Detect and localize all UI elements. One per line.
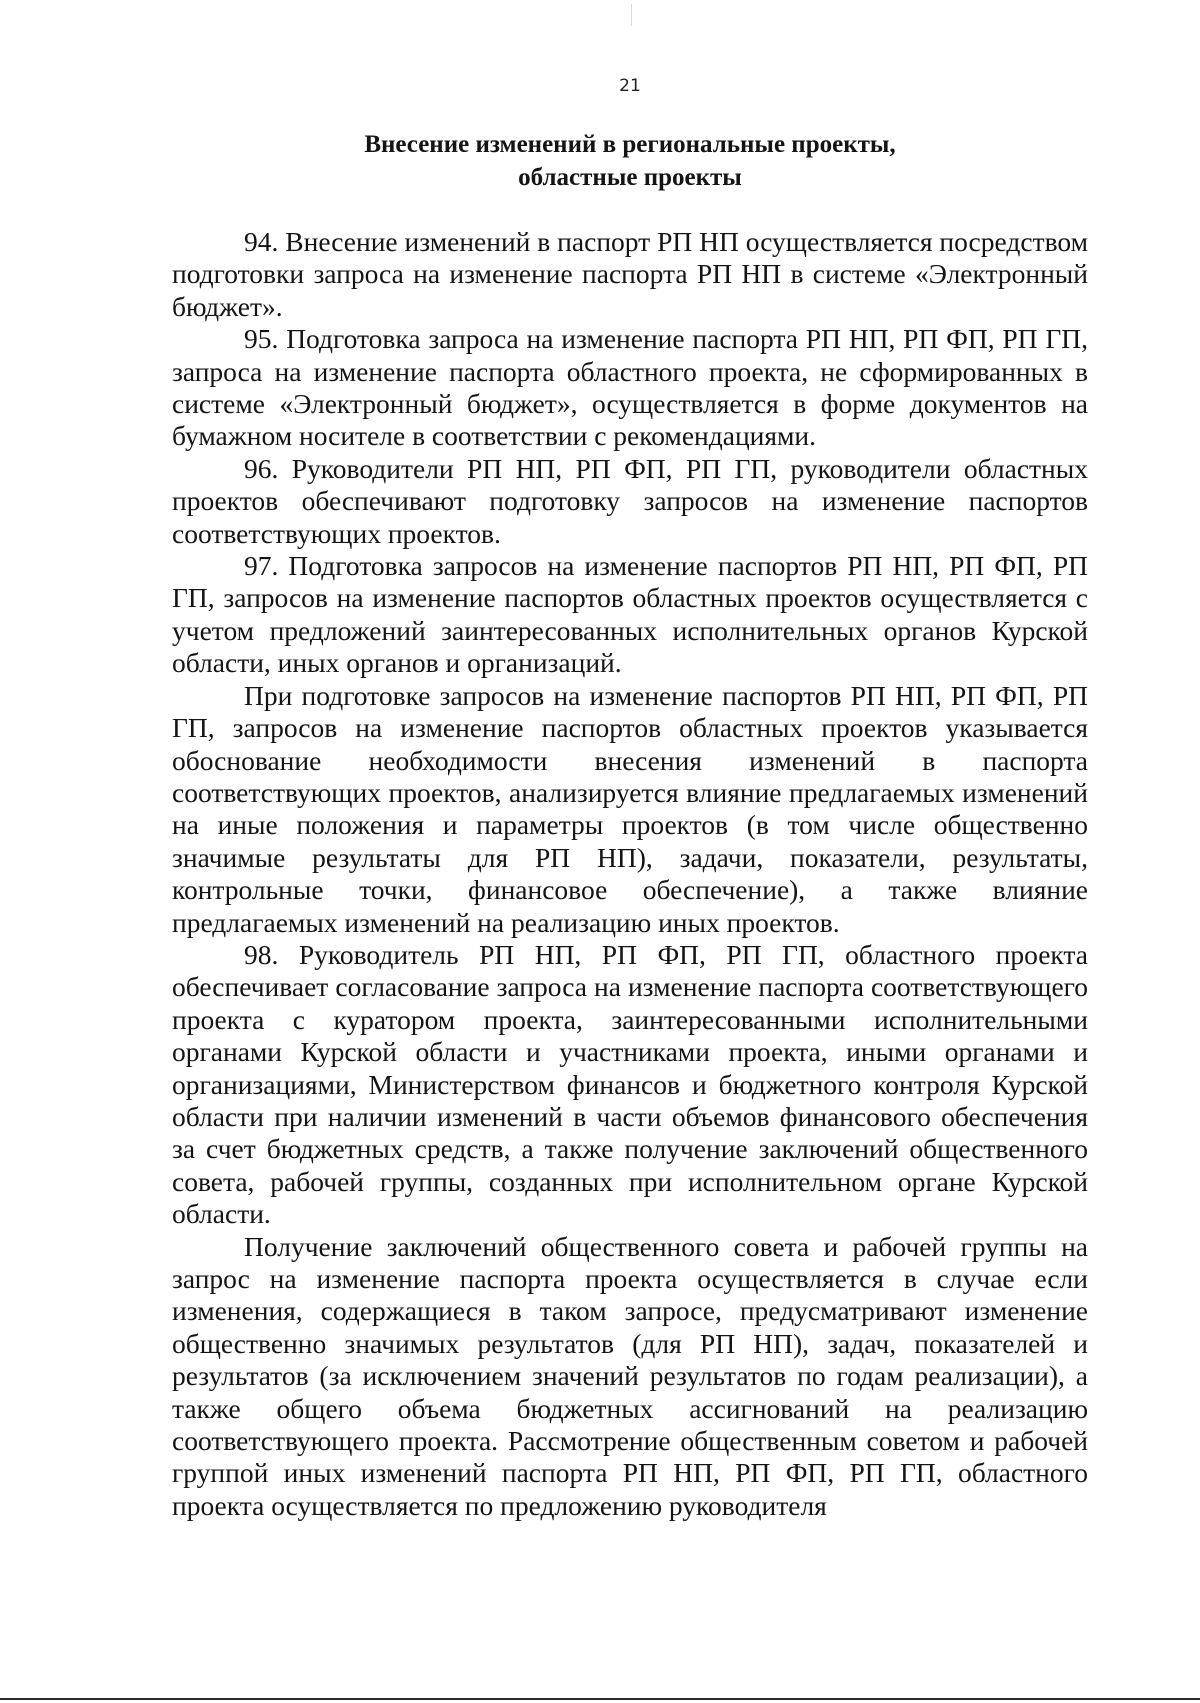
scan-artifact	[631, 4, 632, 26]
paragraph-98-continued: Получение заключений общественного совета и рабочей группы на запрос на изменение паспорта проекта осуществляется в случае если изменения, содержащиеся в таком запросе, предусматривают изменение общественно значимых результатов (для РП НП), задач, показателей и результатов (за исключением значений результатов по годам реализации), а также общего объема бюджетных ассигнований на реализацию соответствующего проекта. Рассмотрение общественным советом и рабочей группой иных изменений паспорта РП НП, РП ФП, РП ГП, областного проекта осуществляется по предложению руководителя	[172, 1230, 1088, 1521]
section-heading-line-1: Внесение изменений в региональные проекты,	[364, 131, 896, 158]
paragraph-97-continued: При подготовке запросов на изменение паспортов РП НП, РП ФП, РП ГП, запросов на изменение паспортов областных проектов указывается обоснование необходимости внесения изменений в паспорта соответствующих проектов, анализируется влияние предлагаемых изменений на иные положения и параметры проектов (в том числе общественно значимые результаты для РП НП), задачи, показатели, результаты, контрольные точки, финансовое обеспечение), а также влияние предлагаемых изменений на реализацию иных проектов.	[172, 679, 1088, 938]
paragraph-94: 94. Внесение изменений в паспорт РП НП осуществляется посредством подготовки запроса на изменение паспорта РП НП в системе «Электронный бюджет».	[172, 226, 1088, 322]
paragraph-96: 96. Руководители РП НП, РП ФП, РП ГП, руководители областных проектов обеспечивают подготовку запросов на изменение паспортов соответствующих проектов.	[172, 452, 1088, 549]
paragraph-97: 97. Подготовка запросов на изменение паспортов РП НП, РП ФП, РП ГП, запросов на изменение паспортов областных проектов осуществляется с учетом предложений заинтересованных исполнительных органов Курской области, иных органов и организаций.	[172, 550, 1088, 679]
section-heading	[300, 128, 960, 194]
page-number: 21	[619, 76, 641, 96]
section-heading-line-2: областные проекты	[518, 164, 742, 191]
paragraph-98: 98. Руководитель РП НП, РП ФП, РП ГП, областного проекта обеспечивает согласование запроса на изменение паспорта соответствующего проекта с куратором проекта, заинтересованными исполнительными органами Курской области и участниками проекта, иными органами и организациями, Министерством финансов и бюджетного контроля Курской области при наличии изменений в части объемов финансового обеспечения за счет бюджетных средств, а также получение заключений общественного совета, рабочей группы, созданных при исполнительном органе Курской области.	[172, 938, 1088, 1230]
paragraph-95: 95. Подготовка запроса на изменение паспорта РП НП, РП ФП, РП ГП, запроса на изменение паспорта областного проекта, не сформированных в системе «Электронный бюджет», осуществляется в форме документов на бумажном носителе в соответствии с рекомендациями.	[172, 323, 1088, 452]
page-bottom-edge	[0, 1698, 1200, 1700]
document-body	[172, 226, 1088, 1522]
